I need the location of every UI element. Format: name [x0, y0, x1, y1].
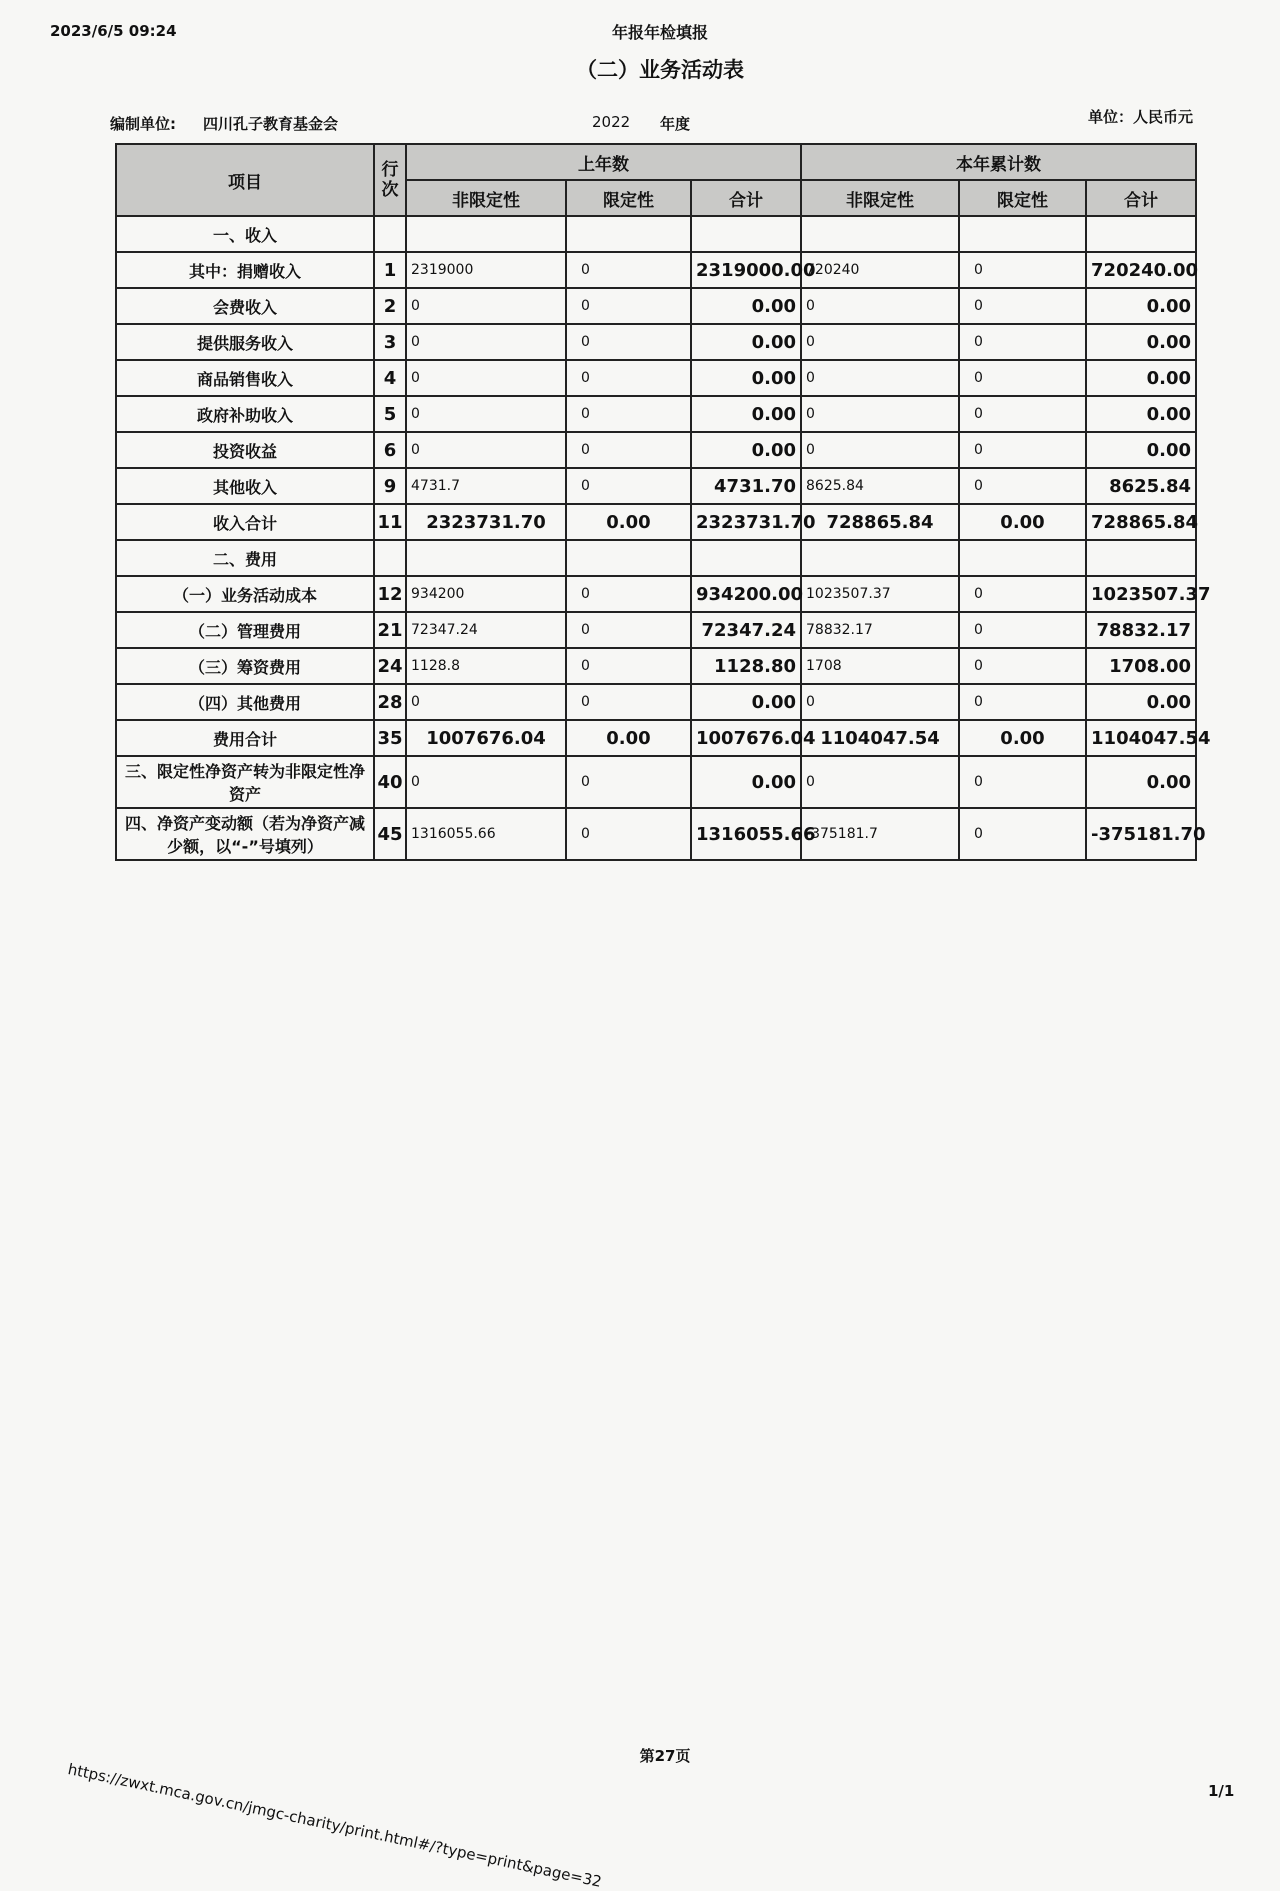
- prev-total-cell: 0.00: [691, 756, 801, 808]
- prev-total-cell: 2323731.70: [691, 504, 801, 540]
- row-number: 3: [374, 324, 406, 360]
- prev-unrestricted-cell: 1007676.04: [406, 720, 566, 756]
- org-label: 编制单位:: [110, 115, 176, 133]
- cur-unrestricted-cell: 1104047.54: [801, 720, 959, 756]
- cur-restricted-cell: [959, 540, 1086, 576]
- cur-unrestricted-cell: 0: [801, 288, 959, 324]
- cur-total-cell: [1086, 216, 1196, 252]
- prev-unrestricted-cell: 0: [406, 288, 566, 324]
- prev-restricted-cell: 0: [566, 808, 691, 860]
- prev-unrestricted-cell: 0: [406, 360, 566, 396]
- row-number: 4: [374, 360, 406, 396]
- table-row: [116, 756, 1196, 808]
- row-number: 12: [374, 576, 406, 612]
- cur-restricted-cell: 0: [959, 324, 1086, 360]
- prev-restricted-cell: 0: [566, 468, 691, 504]
- prev-total-cell: 72347.24: [691, 612, 801, 648]
- row-item: 四、净资产变动额（若为净资产减少额，以“-”号填列）: [116, 808, 374, 860]
- cur-unrestricted-cell: 1023507.37: [801, 576, 959, 612]
- prev-unrestricted-cell: [406, 540, 566, 576]
- cur-restricted-cell: [959, 216, 1086, 252]
- table-row: [116, 216, 1196, 252]
- cur-unrestricted-cell: 0: [801, 360, 959, 396]
- cur-total-cell: 0.00: [1086, 756, 1196, 808]
- header-prev-unrestricted: 非限定性: [406, 180, 566, 216]
- cur-total-cell: 720240.00: [1086, 252, 1196, 288]
- cur-restricted-cell: 0: [959, 684, 1086, 720]
- cur-total-cell: 0.00: [1086, 324, 1196, 360]
- header-item: 项目: [116, 144, 374, 216]
- cur-unrestricted-cell: 720240: [801, 252, 959, 288]
- row-number: 35: [374, 720, 406, 756]
- prev-restricted-cell: 0: [566, 756, 691, 808]
- prev-total-cell: 1007676.04: [691, 720, 801, 756]
- cur-restricted-cell: 0: [959, 396, 1086, 432]
- table-row: [116, 808, 1196, 860]
- prev-unrestricted-cell: 1316055.66: [406, 808, 566, 860]
- cur-total-cell: 1708.00: [1086, 648, 1196, 684]
- cur-unrestricted-cell: 728865.84: [801, 504, 959, 540]
- table-row: [116, 432, 1196, 468]
- document-title: （二）业务活动表: [576, 58, 744, 82]
- prev-unrestricted-cell: 2319000: [406, 252, 566, 288]
- table-row: [116, 648, 1196, 684]
- prev-total-cell: 934200.00: [691, 576, 801, 612]
- prev-unrestricted-cell: 0: [406, 432, 566, 468]
- table-row: [116, 612, 1196, 648]
- header-prev-year: 上年数: [406, 144, 801, 180]
- header-prev-total: 合计: [691, 180, 801, 216]
- cur-total-cell: 0.00: [1086, 396, 1196, 432]
- cur-unrestricted-cell: [801, 540, 959, 576]
- table-row: [116, 252, 1196, 288]
- prev-restricted-cell: 0: [566, 612, 691, 648]
- cur-total-cell: 0.00: [1086, 360, 1196, 396]
- row-number: 5: [374, 396, 406, 432]
- prev-restricted-cell: 0.00: [566, 720, 691, 756]
- prev-unrestricted-cell: 0: [406, 684, 566, 720]
- cur-restricted-cell: 0: [959, 288, 1086, 324]
- prev-restricted-cell: 0: [566, 396, 691, 432]
- row-item: 其中：捐赠收入: [116, 252, 374, 288]
- prev-total-cell: [691, 216, 801, 252]
- prev-unrestricted-cell: 72347.24: [406, 612, 566, 648]
- prev-unrestricted-cell: 2323731.70: [406, 504, 566, 540]
- org-name: 四川孔子教育基金会: [203, 115, 339, 133]
- cur-unrestricted-cell: 8625.84: [801, 468, 959, 504]
- row-number: [374, 216, 406, 252]
- prev-total-cell: [691, 540, 801, 576]
- cur-unrestricted-cell: 0: [801, 432, 959, 468]
- cur-restricted-cell: 0: [959, 576, 1086, 612]
- row-item: 政府补助收入: [116, 396, 374, 432]
- table-row: [116, 504, 1196, 540]
- cur-total-cell: 78832.17: [1086, 612, 1196, 648]
- prev-unrestricted-cell: 1128.8: [406, 648, 566, 684]
- prev-restricted-cell: 0: [566, 324, 691, 360]
- row-number: 40: [374, 756, 406, 808]
- row-number: 11: [374, 504, 406, 540]
- cur-unrestricted-cell: 0: [801, 324, 959, 360]
- table-row: [116, 288, 1196, 324]
- table-row: [116, 720, 1196, 756]
- prev-restricted-cell: 0.00: [566, 504, 691, 540]
- prev-restricted-cell: 0: [566, 576, 691, 612]
- table-row: [116, 360, 1196, 396]
- currency-unit: 单位：人民币元: [1088, 108, 1194, 126]
- page-number: 第27页: [639, 1747, 691, 1765]
- row-item: 投资收益: [116, 432, 374, 468]
- prev-unrestricted-cell: [406, 216, 566, 252]
- cur-unrestricted-cell: 0: [801, 756, 959, 808]
- prev-total-cell: 0.00: [691, 432, 801, 468]
- cur-restricted-cell: 0: [959, 612, 1086, 648]
- row-item: 会费收入: [116, 288, 374, 324]
- header-cur-unrestricted: 非限定性: [801, 180, 959, 216]
- row-item: （一）业务活动成本: [116, 576, 374, 612]
- cur-unrestricted-cell: -375181.7: [801, 808, 959, 860]
- prev-restricted-cell: [566, 540, 691, 576]
- table-row: [116, 324, 1196, 360]
- row-item: 收入合计: [116, 504, 374, 540]
- cur-unrestricted-cell: 0: [801, 684, 959, 720]
- row-number: 24: [374, 648, 406, 684]
- row-item: （三）筹资费用: [116, 648, 374, 684]
- header-cur-restricted: 限定性: [959, 180, 1086, 216]
- prev-total-cell: 0.00: [691, 360, 801, 396]
- prev-total-cell: 0.00: [691, 324, 801, 360]
- prev-unrestricted-cell: 0: [406, 756, 566, 808]
- prev-total-cell: 1316055.66: [691, 808, 801, 860]
- prev-unrestricted-cell: 4731.7: [406, 468, 566, 504]
- cur-total-cell: 728865.84: [1086, 504, 1196, 540]
- header-current-year: 本年累计数: [801, 144, 1196, 180]
- cur-restricted-cell: 0.00: [959, 504, 1086, 540]
- cur-total-cell: 0.00: [1086, 288, 1196, 324]
- row-number: 2: [374, 288, 406, 324]
- row-number: [374, 540, 406, 576]
- table-row: [116, 684, 1196, 720]
- row-number: 21: [374, 612, 406, 648]
- prev-restricted-cell: 0: [566, 684, 691, 720]
- prev-restricted-cell: 0: [566, 252, 691, 288]
- print-timestamp: 2023/6/5 09:24: [50, 22, 177, 40]
- row-item: 商品销售收入: [116, 360, 374, 396]
- cur-unrestricted-cell: 78832.17: [801, 612, 959, 648]
- cur-unrestricted-cell: 0: [801, 396, 959, 432]
- row-number: 1: [374, 252, 406, 288]
- row-item: （四）其他费用: [116, 684, 374, 720]
- prev-restricted-cell: 0: [566, 288, 691, 324]
- cur-unrestricted-cell: [801, 216, 959, 252]
- row-item: 三、限定性净资产转为非限定性净资产: [116, 756, 374, 808]
- activity-table: [115, 143, 1211, 861]
- page-count: 1/1: [1208, 1782, 1235, 1800]
- prev-total-cell: 0.00: [691, 288, 801, 324]
- prev-total-cell: 0.00: [691, 684, 801, 720]
- prev-restricted-cell: [566, 216, 691, 252]
- row-item: 提供服务收入: [116, 324, 374, 360]
- header-row-number: 行次: [374, 144, 406, 216]
- prev-restricted-cell: 0: [566, 360, 691, 396]
- cur-total-cell: 0.00: [1086, 684, 1196, 720]
- cur-unrestricted-cell: 1708: [801, 648, 959, 684]
- print-url: https://zwxt.mca.gov.cn/jmgc-charity/print.html#/?type=print&page=32: [66, 1760, 604, 1891]
- cur-restricted-cell: 0: [959, 468, 1086, 504]
- prev-total-cell: 2319000.00: [691, 252, 801, 288]
- cur-restricted-cell: 0: [959, 808, 1086, 860]
- prev-total-cell: 0.00: [691, 396, 801, 432]
- prev-unrestricted-cell: 934200: [406, 576, 566, 612]
- cur-total-cell: -375181.70: [1086, 808, 1196, 860]
- cur-restricted-cell: 0: [959, 432, 1086, 468]
- prev-unrestricted-cell: 0: [406, 396, 566, 432]
- prev-unrestricted-cell: 0: [406, 324, 566, 360]
- table-row: [116, 540, 1196, 576]
- row-number: 45: [374, 808, 406, 860]
- row-number: 28: [374, 684, 406, 720]
- table-row: [116, 468, 1196, 504]
- cur-restricted-cell: 0: [959, 756, 1086, 808]
- row-item: 二、费用: [116, 540, 374, 576]
- cur-total-cell: 1104047.54: [1086, 720, 1196, 756]
- row-item: 一、收入: [116, 216, 374, 252]
- prev-restricted-cell: 0: [566, 432, 691, 468]
- cur-total-cell: 8625.84: [1086, 468, 1196, 504]
- row-item: 费用合计: [116, 720, 374, 756]
- cur-restricted-cell: 0.00: [959, 720, 1086, 756]
- table-row: [116, 576, 1196, 612]
- page-title: 年报年检填报: [611, 23, 708, 42]
- cur-total-cell: 0.00: [1086, 432, 1196, 468]
- cur-restricted-cell: 0: [959, 360, 1086, 396]
- row-number: 6: [374, 432, 406, 468]
- cur-total-cell: [1086, 540, 1196, 576]
- row-item: 其他收入: [116, 468, 374, 504]
- cur-restricted-cell: 0: [959, 648, 1086, 684]
- report-year: 2022: [592, 113, 631, 131]
- table-row: [116, 396, 1196, 432]
- row-number: 9: [374, 468, 406, 504]
- row-item: （二）管理费用: [116, 612, 374, 648]
- prev-restricted-cell: 0: [566, 648, 691, 684]
- header-prev-restricted: 限定性: [566, 180, 691, 216]
- header-cur-total: 合计: [1086, 180, 1196, 216]
- cur-restricted-cell: 0: [959, 252, 1086, 288]
- prev-total-cell: 1128.80: [691, 648, 801, 684]
- prev-total-cell: 4731.70: [691, 468, 801, 504]
- cur-total-cell: 1023507.37: [1086, 576, 1196, 612]
- year-label: 年度: [660, 115, 691, 133]
